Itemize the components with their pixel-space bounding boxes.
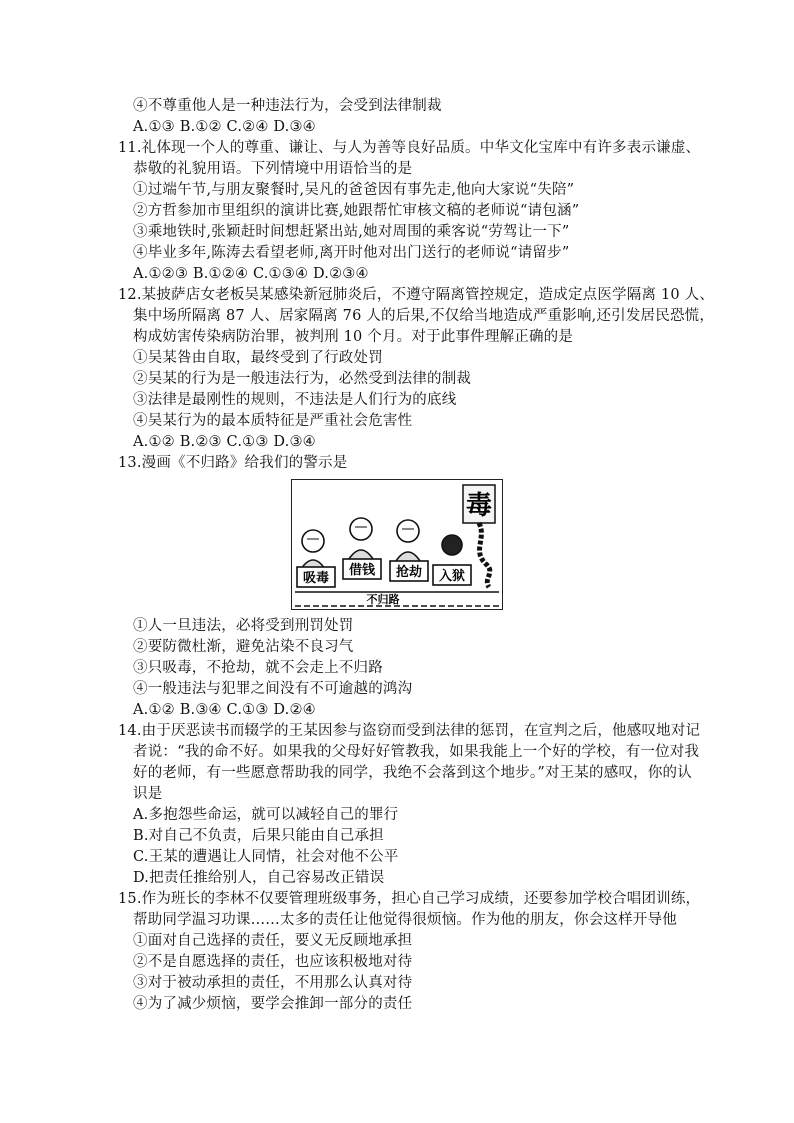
q11-option-3: ③乘地铁时,张颖赶时间想赶紧出站,她对周围的乘客说“劳驾让一下”: [133, 224, 570, 240]
q12-stem-line-2: 集中场所隔离 87 人、居家隔离 76 人的后果,不仅给当地造成严重影响,还引发居民恐慌，: [133, 308, 715, 324]
q10-answer-choices: A.①③ B.①② C.②④ D.③④: [133, 119, 316, 135]
q11-option-1: ①过端午节,与朋友聚餐时,吴凡的爸爸因有事先走,他向大家说“失陪”: [133, 182, 575, 198]
q14-stem-line-1: 14.由于厌恶读书而辍学的王某因参与盗窃而受到法律的惩罚，在宣判之后，他感叹地对记: [118, 723, 701, 739]
poison-char: 毒: [465, 491, 493, 521]
sign-label-4: 入狱: [438, 569, 466, 584]
q12-option-1: ①吴某咎由自取，最终受到了行政处罚: [133, 350, 383, 366]
q13-option-1: ①人一旦违法，必将受到刑罚处罚: [133, 618, 354, 634]
q15-stem-line-1: 15.作为班长的李林不仅要管理班级事务，担心自己学习成绩，还要参加学校合唱团训练，: [118, 891, 701, 907]
q12-stem-line-3: 构成妨害传染病防治罪，被判刑 10 个月。对于此事件理解正确的是: [133, 329, 574, 345]
q14-stem-line-2: 者说：“我的命不好。如果我的父母好好管教我，如果我能上一个好的学校，有一位对我: [133, 744, 700, 760]
q12-stem-line-1: 12.某披萨店女老板吴某感染新冠肺炎后，不遵守隔离管控规定，造成定点医学隔离 10 人、: [118, 287, 715, 303]
q15-option-3: ③对于被动承担的责任，不用那么认真对待: [133, 975, 413, 991]
q12-option-3: ③法律是最刚性的规则，不违法是人们行为的底线: [133, 392, 457, 408]
q15-option-2: ②不是自愿选择的责任，也应该积极地对待: [133, 954, 413, 970]
road-label: 不归路: [366, 593, 400, 606]
q15-option-4: ④为了减少烦恼，要学会推卸一部分的责任: [133, 996, 413, 1012]
q14-option-b: B.对自己不负责，后果只能由自己承担: [133, 828, 384, 844]
q12-option-2: ②吴某的行为是一般违法行为，必然受到法律的制裁: [133, 371, 472, 387]
sign-label-1: 吸毒: [302, 571, 330, 586]
q12-answer-choices: A.①② B.②③ C.①③ D.③④: [133, 434, 316, 450]
q14-stem-line-4: 识是: [133, 786, 163, 802]
q13-answer-choices: A.①② B.③④ C.①③ D.②④: [133, 702, 316, 718]
q15-stem-line-2: 帮助同学温习功课……太多的责任让他觉得很烦恼。作为他的朋友，你会这样开导他: [133, 912, 677, 928]
sign-label-3: 抢劫: [395, 565, 423, 580]
q11-answer-choices: A.①②③ B.①②④ C.①③④ D.②③④: [133, 266, 369, 282]
q11-option-2: ②方哲参加市里组织的演讲比赛,她跟帮忙审核文稿的老师说“请包涵”: [133, 203, 580, 219]
comic-illustration: [291, 479, 503, 610]
q14-option-c: C.王某的遭遇让人同情，社会对他不公平: [133, 849, 399, 865]
q13-option-4: ④一般违法与犯罪之间没有不可逾越的鸿沟: [133, 681, 413, 697]
q15-option-1: ①面对自己选择的责任，要义无反顾地承担: [133, 933, 413, 949]
q13-option-2: ②要防微杜渐，避免沾染不良习气: [133, 639, 354, 655]
q11-stem-line-1: 11.礼体现一个人的尊重、谦让、与人为善等良好品质。中华文化宝库中有许多表示谦虚、: [118, 140, 701, 156]
q11-stem-line-2: 恭敬的礼貌用语。下列情境中用语恰当的是: [133, 161, 413, 177]
q10-option-4: ④不尊重他人是一种违法行为，会受到法律制裁: [133, 98, 442, 114]
q13-stem: 13.漫画《不归路》给我们的警示是: [118, 455, 348, 471]
q14-option-a: A.多抱怨些命运，就可以减轻自己的罪行: [133, 807, 399, 823]
q14-stem-line-3: 好的老师，有一些愿意帮助我的同学，我绝不会落到这个地步。”对王某的感叹，你的认: [133, 765, 692, 781]
q11-option-4: ④毕业多年,陈涛去看望老师,离开时他对出门送行的老师说“请留步”: [133, 245, 570, 261]
q12-option-4: ④吴某行为的最本质特征是严重社会危害性: [133, 413, 413, 429]
q13-option-3: ③只吸毒，不抢劫，就不会走上不归路: [133, 660, 383, 676]
q14-option-d: D.把责任推给别人，自己容易改正错误: [133, 870, 385, 886]
comic-no-return-road: [291, 479, 503, 610]
sign-label-2: 借钱: [348, 563, 376, 578]
